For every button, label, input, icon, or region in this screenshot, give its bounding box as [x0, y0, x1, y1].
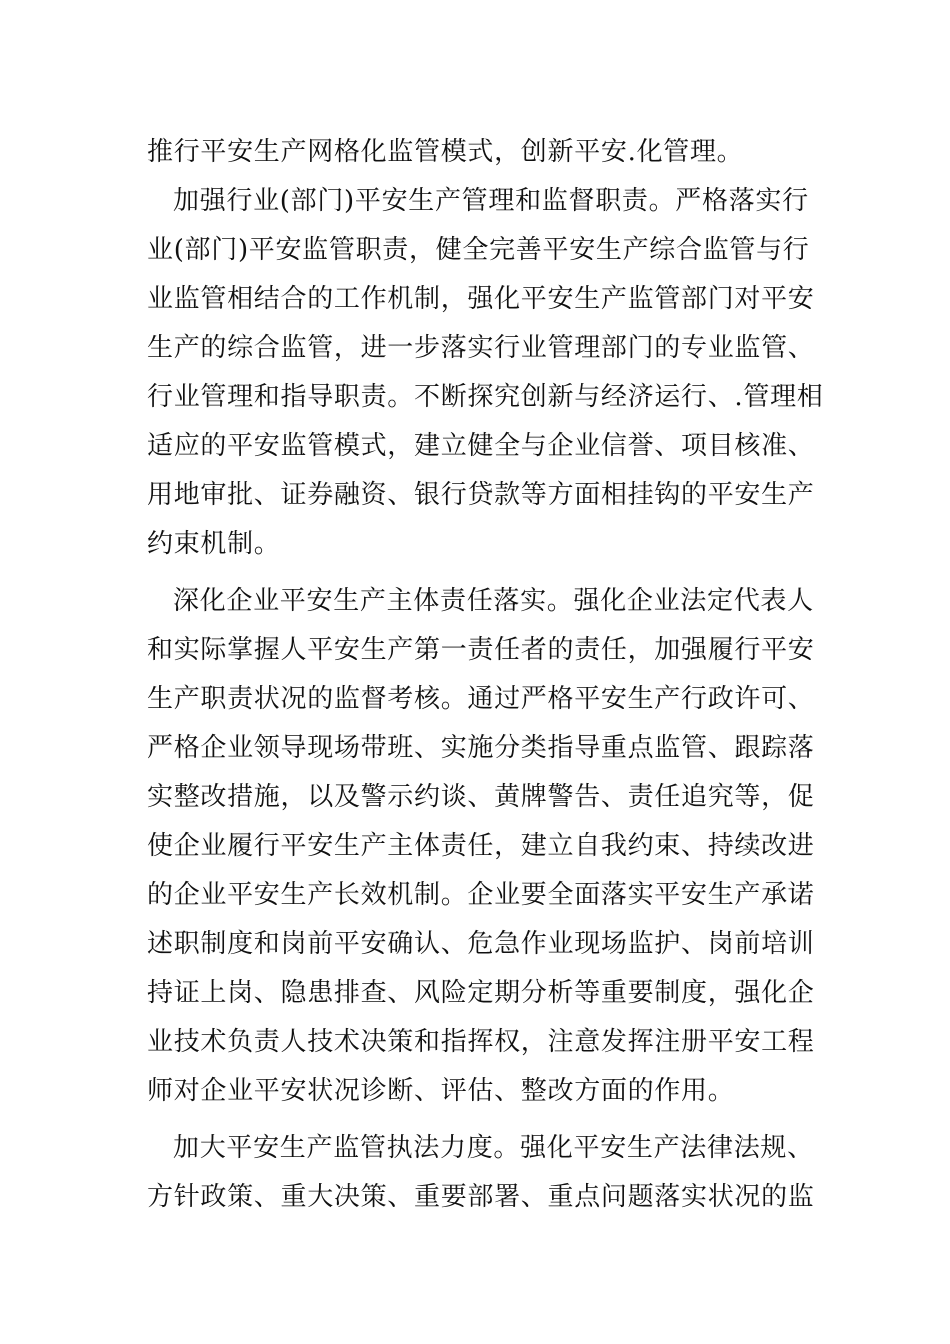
text-line: 的企业平安生产长效机制。企业要全面落实平安生产承诺 — [147, 880, 815, 910]
text-line: 严格企业领导现场带班、实施分类指导重点监管、跟踪落 — [147, 733, 815, 763]
text-line: 使企业履行平安生产主体责任，建立自我约束、持续改进 — [147, 831, 815, 861]
text-line: 生产职责状况的监督考核。通过严格平安生产行政许可、 — [147, 684, 815, 714]
text-line: 推行平安生产网格化监管模式，创新平安.化管理。 — [147, 137, 744, 167]
text-line: 适应的平安监管模式，建立健全与企业信誉、项目核准、 — [147, 431, 815, 461]
paragraph-first-line: 加大平安生产监管执法力度。强化平安生产法律法规、 — [173, 1133, 814, 1163]
text-line: 业(部门)平安监管职责，健全完善平安生产综合监管与行 — [147, 235, 810, 265]
text-line: 实整改措施，以及警示约谈、黄牌警告、责任追究等，促 — [147, 782, 815, 812]
text-line: 行业管理和指导职责。不断探究创新与经济运行、.管理相 — [147, 382, 824, 412]
text-line: 生产的综合监管，进一步落实行业管理部门的专业监管、 — [147, 333, 815, 363]
paragraph-first-line: 深化企业平安生产主体责任落实。强化企业法定代表人 — [173, 586, 814, 616]
text-line: 和实际掌握人平安生产第一责任者的责任，加强履行平安 — [147, 635, 815, 665]
text-line: 方针政策、重大决策、重要部署、重点问题落实状况的监 — [147, 1182, 815, 1212]
text-line: 师对企业平安状况诊断、评估、整改方面的作用。 — [147, 1076, 735, 1106]
text-line: 用地审批、证券融资、银行贷款等方面相挂钩的平安生产 — [147, 480, 815, 510]
text-line: 业监管相结合的工作机制，强化平安生产监管部门对平安 — [147, 284, 815, 314]
text-line: 约束机制。 — [147, 529, 281, 559]
text-line: 业技术负责人技术决策和指挥权，注意发挥注册平安工程 — [147, 1027, 815, 1057]
text-line: 述职制度和岗前平安确认、危急作业现场监护、岗前培训 — [147, 929, 815, 959]
paragraph-first-line: 加强行业(部门)平安生产管理和监督职责。严格落实行 — [173, 186, 809, 216]
text-line: 持证上岗、隐患排查、风险定期分析等重要制度，强化企 — [147, 978, 815, 1008]
